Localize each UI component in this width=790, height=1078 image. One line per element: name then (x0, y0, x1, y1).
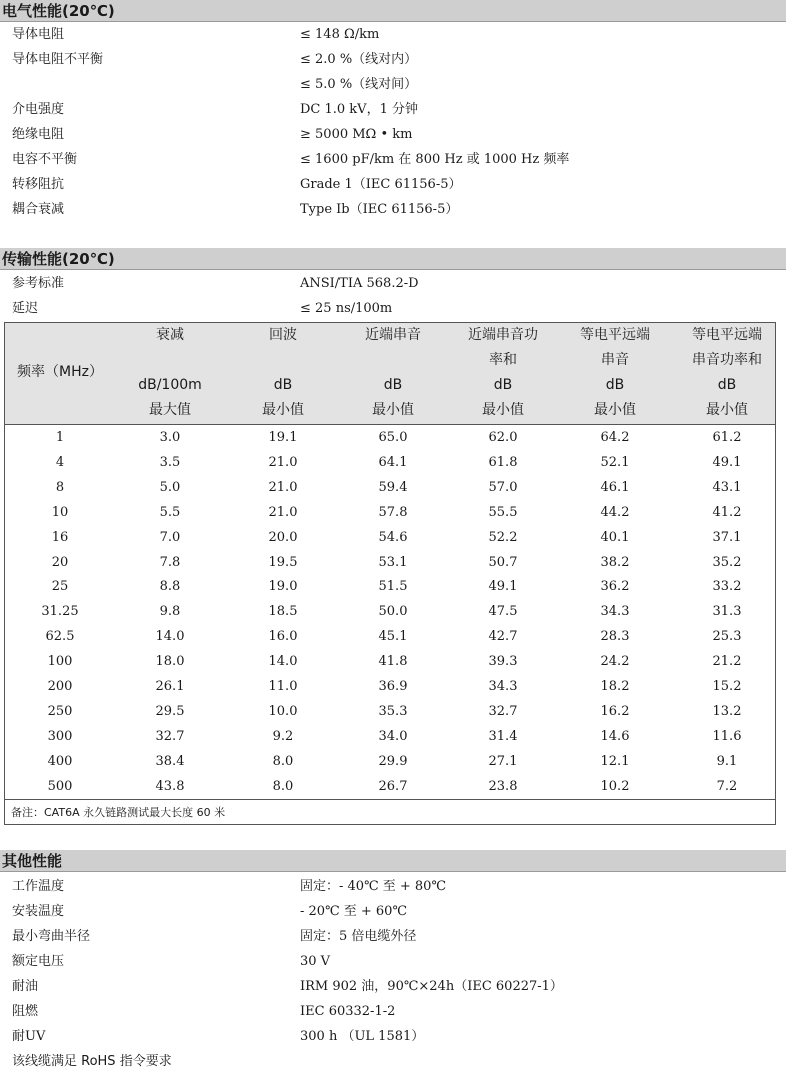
spec-value: Grade 1（IEC 61156-5） (300, 177, 462, 192)
value-cell: 47.5 (488, 604, 518, 620)
spec-label: 安装温度 (12, 904, 65, 919)
spec-label: 导体电阻不平衡 (12, 52, 104, 67)
value-cell: 8.0 (272, 778, 294, 794)
spec-value: Type Ib（IEC 61156-5） (300, 202, 459, 217)
spec-row (0, 122, 786, 147)
spec-row (0, 72, 786, 97)
spec-row (0, 197, 786, 222)
value-cell: 27.1 (488, 753, 518, 769)
value-cell: 59.4 (378, 479, 408, 495)
spec-value: ANSI/TIA 568.2-D (300, 276, 419, 291)
value-cell: 13.2 (712, 703, 742, 719)
value-cell: 44.2 (600, 504, 630, 520)
header-line: dB (717, 377, 737, 393)
value-cell: 32.7 (488, 703, 518, 719)
header-line: dB (493, 377, 513, 393)
value-cell: 7.2 (716, 778, 738, 794)
spec-label: 导体电阻 (12, 27, 65, 42)
header-line (228, 348, 338, 373)
value-cell: 19.1 (268, 430, 298, 445)
table-row (5, 500, 775, 525)
spec-label: 电容不平衡 (12, 152, 78, 167)
frequency-cell: 400 (47, 753, 73, 769)
value-cell: 7.8 (159, 554, 181, 570)
spec-label: 耐油 (12, 979, 39, 994)
value-cell: 38.2 (600, 554, 630, 570)
header-line: 串音功率和 (692, 352, 762, 368)
table-row (5, 525, 775, 550)
value-cell: 57.0 (488, 479, 518, 495)
value-cell: 29.5 (155, 703, 185, 719)
header-line (338, 348, 448, 373)
header-frequency: 频率（MHz） (17, 364, 103, 380)
header-line: 最小值 (482, 402, 524, 418)
table-note: 备注：CAT6A 永久链路测试最大长度 60 米 (5, 799, 775, 824)
header-line: 回波 (269, 327, 297, 343)
rohs-note: 该线缆满足 RoHS 指令要求 (12, 1054, 172, 1069)
value-cell: 50.0 (378, 604, 408, 620)
value-cell: 49.1 (712, 454, 742, 470)
frequency-cell: 300 (47, 728, 73, 744)
frequency-cell: 200 (47, 679, 73, 694)
value-cell: 33.2 (712, 579, 742, 595)
value-cell: 53.1 (378, 554, 408, 570)
header-line: 近端串音 (365, 327, 421, 343)
value-cell: 26.7 (378, 778, 408, 794)
value-cell: 34.3 (600, 604, 630, 620)
spec-value: ≤ 25 ns/100m (300, 301, 393, 316)
value-cell: 21.0 (268, 479, 298, 495)
value-cell: 52.1 (600, 454, 630, 470)
spec-value: 固定：- 40℃ 至 + 80℃ (300, 879, 446, 894)
spec-value: IEC 60332-1-2 (300, 1004, 396, 1019)
header-line: dB (273, 377, 293, 393)
value-cell: 41.2 (712, 504, 742, 520)
spec-value: ≤ 5.0 %（线对间） (300, 77, 418, 92)
value-cell: 62.0 (488, 430, 518, 445)
spec-label: 工作温度 (12, 879, 65, 894)
value-cell: 15.2 (712, 679, 742, 694)
frequency-cell: 31.25 (41, 604, 79, 620)
frequency-cell: 8 (55, 479, 65, 495)
frequency-cell: 250 (47, 703, 73, 719)
value-cell: 35.3 (378, 703, 408, 719)
spec-row (0, 97, 786, 122)
frequency-cell: 25 (51, 579, 69, 595)
header-line: 等电平远端 (580, 327, 650, 343)
table-row (5, 624, 775, 649)
value-cell: 21.0 (268, 504, 298, 520)
value-cell: 16.2 (600, 703, 630, 719)
value-cell: 19.5 (268, 554, 298, 570)
header-column (448, 323, 558, 423)
frequency-cell: 20 (51, 554, 69, 570)
spec-label: 额定电压 (12, 954, 65, 969)
header-line: dB (605, 377, 625, 393)
transmission-table (4, 322, 776, 825)
spec-row (0, 999, 786, 1024)
spec-row (0, 974, 786, 999)
header-line: 最小值 (706, 402, 748, 418)
value-cell: 45.1 (378, 629, 408, 645)
value-cell: 26.1 (155, 679, 185, 694)
header-line: 近端串音功 (468, 327, 538, 343)
value-cell: 8.8 (159, 579, 181, 595)
header-column (228, 323, 338, 423)
header-line: 最小值 (372, 402, 414, 418)
value-cell: 31.4 (488, 728, 518, 744)
value-cell: 38.4 (155, 753, 185, 769)
spec-row (0, 172, 786, 197)
value-cell: 29.9 (378, 753, 408, 769)
value-cell: 3.0 (159, 430, 181, 445)
spec-row (0, 271, 786, 296)
value-cell: 18.0 (155, 654, 185, 670)
value-cell: 5.5 (159, 504, 181, 520)
frequency-cell: 10 (51, 504, 69, 520)
frequency-cell: 62.5 (45, 629, 75, 645)
header-column (338, 323, 448, 423)
value-cell: 31.3 (712, 604, 742, 620)
value-cell: 21.2 (712, 654, 742, 670)
table-row (5, 724, 775, 749)
spec-row (0, 296, 786, 321)
header-line: 率和 (489, 352, 517, 368)
table-row (5, 749, 775, 774)
electrical-section-title: 电气性能(20℃) (0, 0, 786, 22)
spec-value: ≤ 1600 pF/km 在 800 Hz 或 1000 Hz 频率 (300, 152, 570, 167)
spec-value: ≤ 148 Ω/km (300, 27, 380, 42)
frequency-cell: 4 (55, 454, 65, 470)
header-line: dB/100m (138, 377, 202, 393)
value-cell: 10.0 (268, 703, 298, 719)
value-cell: 36.2 (600, 579, 630, 595)
header-line: dB (383, 377, 403, 393)
value-cell: 25.3 (712, 629, 742, 645)
value-cell: 35.2 (712, 554, 742, 570)
value-cell: 14.6 (600, 728, 630, 744)
value-cell: 32.7 (155, 728, 185, 744)
value-cell: 55.5 (488, 504, 518, 520)
spec-row (0, 147, 786, 172)
value-cell: 65.0 (378, 430, 408, 445)
frequency-cell: 100 (47, 654, 73, 670)
value-cell: 61.2 (712, 430, 742, 445)
value-cell: 61.8 (488, 454, 518, 470)
spec-row (0, 874, 786, 899)
spec-value: IRM 902 油，90℃×24h（IEC 60227-1） (300, 979, 563, 994)
spec-row (0, 899, 786, 924)
value-cell: 21.0 (268, 454, 298, 470)
value-cell: 18.5 (268, 604, 298, 620)
value-cell: 28.3 (600, 629, 630, 645)
value-cell: 34.3 (488, 679, 518, 694)
value-cell: 49.1 (488, 579, 518, 595)
value-cell: 51.5 (378, 579, 408, 595)
value-cell: 9.2 (272, 728, 294, 744)
value-cell: 64.2 (600, 430, 630, 445)
spec-row (0, 22, 786, 47)
other-section-title: 其他性能 (0, 850, 786, 872)
table-row (5, 649, 775, 674)
value-cell: 39.3 (488, 654, 518, 670)
frequency-cell: 500 (47, 778, 73, 794)
spec-label: 耦合衰减 (12, 202, 65, 217)
value-cell: 43.1 (712, 479, 742, 495)
value-cell: 37.1 (712, 529, 742, 545)
header-column (560, 323, 670, 423)
value-cell: 11.0 (268, 679, 298, 694)
spec-value: - 20℃ 至 + 60℃ (300, 904, 407, 919)
table-row (5, 574, 775, 599)
header-column (672, 323, 782, 423)
value-cell: 3.5 (159, 454, 181, 470)
value-cell: 24.2 (600, 654, 630, 670)
header-line: 串音 (601, 352, 629, 368)
table-row (5, 674, 775, 699)
value-cell: 9.8 (159, 604, 181, 620)
spec-value: DC 1.0 kV，1 分钟 (300, 102, 418, 117)
value-cell: 8.0 (272, 753, 294, 769)
value-cell: 23.8 (488, 778, 518, 794)
spec-value: 30 V (300, 954, 331, 969)
value-cell: 43.8 (155, 778, 185, 794)
value-cell: 46.1 (600, 479, 630, 495)
table-row (5, 475, 775, 500)
spec-label: 延迟 (12, 301, 39, 316)
header-column (115, 323, 225, 423)
value-cell: 40.1 (600, 529, 630, 545)
value-cell: 64.1 (378, 454, 408, 470)
spec-label: 绝缘电阻 (12, 127, 65, 142)
value-cell: 7.0 (159, 529, 181, 545)
value-cell: 18.2 (600, 679, 630, 694)
value-cell: 52.2 (488, 529, 518, 545)
spec-label: 最小弯曲半径 (12, 929, 91, 944)
value-cell: 11.6 (712, 728, 742, 744)
table-row (5, 599, 775, 624)
spec-value: 固定：5 倍电缆外径 (300, 929, 417, 944)
header-line: 最大值 (149, 402, 191, 418)
spec-label: 阻燃 (12, 1004, 39, 1019)
value-cell: 10.2 (600, 778, 630, 794)
spec-value: ≥ 5000 MΩ • km (300, 127, 413, 142)
spec-row (0, 924, 786, 949)
transmission-section-title: 传输性能(20℃) (0, 248, 786, 270)
value-cell: 50.7 (488, 554, 518, 570)
spec-label: 参考标准 (12, 276, 65, 291)
table-row (5, 550, 775, 575)
value-cell: 9.1 (716, 753, 738, 769)
table-row (5, 774, 775, 799)
value-cell: 5.0 (159, 479, 181, 495)
spec-label: 转移阻抗 (12, 177, 65, 192)
spec-row (0, 47, 786, 72)
spec-row (0, 1024, 786, 1049)
value-cell: 57.8 (378, 504, 408, 520)
value-cell: 20.0 (268, 529, 298, 545)
value-cell: 36.9 (378, 679, 408, 694)
frequency-cell: 16 (51, 529, 69, 545)
frequency-cell: 1 (55, 430, 65, 445)
value-cell: 42.7 (488, 629, 518, 645)
value-cell: 14.0 (268, 654, 298, 670)
spec-value: ≤ 2.0 %（线对内） (300, 52, 418, 67)
spec-label: 介电强度 (12, 102, 65, 117)
spec-value: 300 h （UL 1581） (300, 1029, 425, 1044)
value-cell: 34.0 (378, 728, 408, 744)
spec-row (0, 949, 786, 974)
spec-label: 耐UV (12, 1029, 46, 1044)
table-row (5, 699, 775, 724)
table-row (5, 425, 775, 450)
header-line (115, 348, 225, 373)
value-cell: 12.1 (600, 753, 630, 769)
header-line: 最小值 (594, 402, 636, 418)
value-cell: 54.6 (378, 529, 408, 545)
value-cell: 16.0 (268, 629, 298, 645)
value-cell: 19.0 (268, 579, 298, 595)
table-row (5, 450, 775, 475)
value-cell: 41.8 (378, 654, 408, 670)
value-cell: 14.0 (155, 629, 185, 645)
header-line: 衰减 (156, 327, 184, 343)
header-line: 最小值 (262, 402, 304, 418)
header-line: 等电平远端 (692, 327, 762, 343)
table-header (5, 323, 775, 425)
